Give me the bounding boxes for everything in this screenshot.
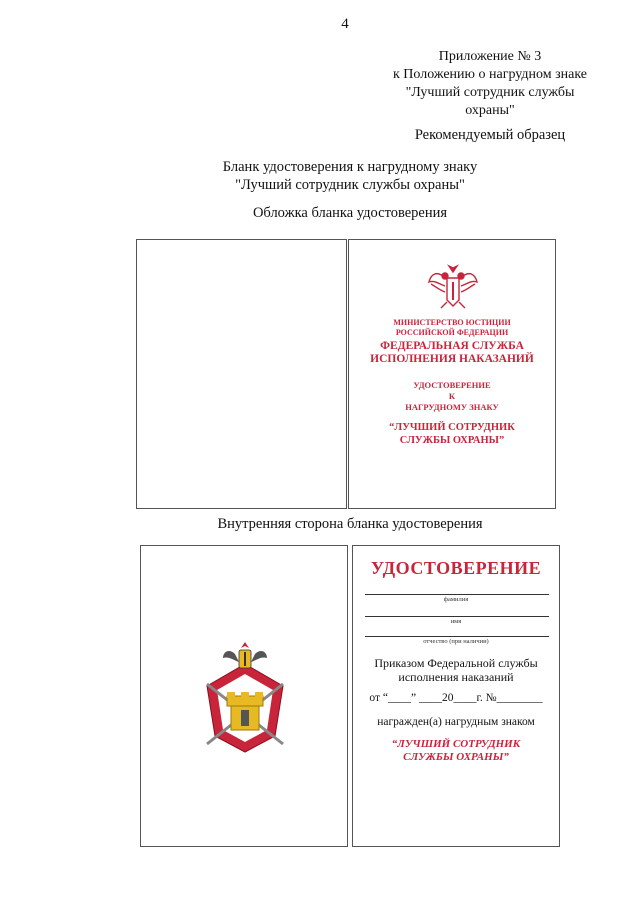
blank-title (150, 158, 550, 194)
name-line (365, 616, 549, 617)
cover-cert-line-3: НАГРУДНОМУ ЗНАКУ (405, 402, 499, 412)
double-headed-eagle-icon (427, 262, 479, 310)
surname-line (365, 594, 549, 595)
order-text (353, 656, 559, 684)
cover-back-panel (136, 239, 347, 509)
cover-front-panel (348, 239, 556, 509)
inner-right-panel (352, 545, 560, 847)
cover-caption: Обложка бланка удостоверения (252, 205, 448, 221)
page-number: 4 (341, 16, 349, 32)
appendix-line-4: охраны" (465, 103, 515, 118)
patronymic-label: отчество (при наличии) (423, 638, 489, 645)
name-label: имя (450, 618, 462, 625)
blank-title-line-1: Бланк удостоверения к нагрудному знаку (222, 159, 478, 175)
inner-badge-line-1: “ЛУЧШИЙ СОТРУДНИК (391, 738, 521, 750)
patronymic-line (365, 636, 549, 637)
cover-cert-line-2: К (448, 391, 456, 401)
recommended-sample-label: Рекомендуемый образец (414, 127, 566, 143)
appendix-line-3: "Лучший сотрудник службы (405, 85, 575, 100)
appendix-line-2: к Положению о нагрудном знаке (392, 67, 587, 82)
order-line-2: исполнения наказаний (398, 670, 514, 684)
badge-emblem-icon (197, 634, 293, 754)
appendix-line-1: Приложение № 3 (438, 49, 542, 64)
cover-service-line-2: ИСПОЛНЕНИЯ НАКАЗАНИЙ (370, 353, 534, 365)
cover-certificate-text (349, 380, 555, 413)
cover-ministry-line-1: МИНИСТЕРСТВО ЮСТИЦИИ (393, 318, 511, 327)
cover-ministry-text (349, 318, 555, 338)
inner-left-panel (140, 545, 348, 847)
inner-badge-line-2: СЛУЖБЫ ОХРАНЫ” (403, 750, 509, 763)
blank-title-line-2: "Лучший сотрудник службы охраны" (235, 177, 465, 193)
cover-ministry-line-2: РОССИЙСКОЙ ФЕДЕРАЦИИ (395, 328, 509, 337)
cover-badge-title (349, 422, 555, 447)
inner-caption: Внутренняя сторона бланка удостоверения (217, 516, 483, 532)
awarded-text: награжден(а) нагрудным знаком (377, 716, 535, 728)
cover-service-text (349, 340, 555, 366)
order-date-line: от “____” ____20____г. №________ (369, 692, 543, 704)
appendix-header (370, 48, 610, 120)
inner-certificate-title: УДОСТОВЕРЕНИЕ (370, 558, 542, 578)
order-line-1: Приказом Федеральной службы (374, 656, 538, 670)
cover-title-line-1: “ЛУЧШИЙ СОТРУДНИК (389, 422, 515, 433)
cover-service-line-1: ФЕДЕРАЛЬНАЯ СЛУЖБА (380, 340, 524, 352)
inner-badge-title (353, 738, 559, 763)
cover-title-line-2: СЛУЖБЫ ОХРАНЫ” (399, 434, 505, 446)
cover-cert-line-1: УДОСТОВЕРЕНИЕ (413, 380, 491, 390)
surname-label: фамилия (443, 596, 469, 603)
